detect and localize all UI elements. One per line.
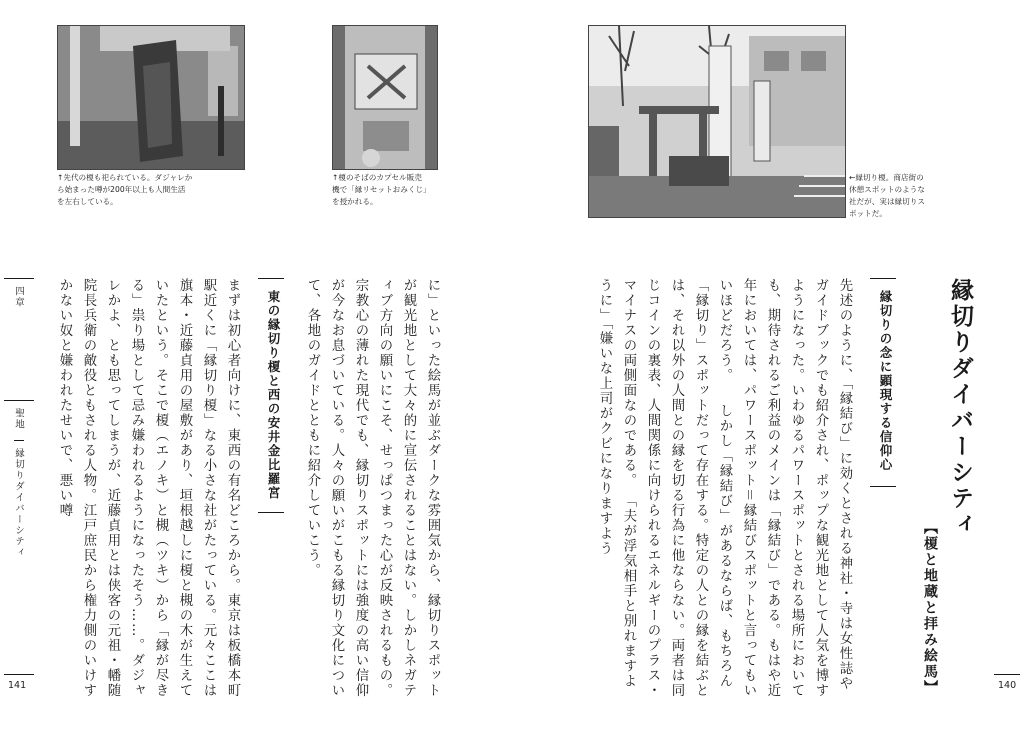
body-text-intro-continued: に」といった絵馬が並ぶダークな雰囲気から、縁切りスポットが観光地として大々的に宣伝されることはない。しかしネガティブ方向の願いにこそ、せっぱつまった心が反映されるもの。宗教心の薄れた現代でも、縁切りスポットには強度の高い信仰が今なお息づいている。人々の願いがこもる縁切り文化について、各地のガイドとともに紹介していこう。	[305, 278, 440, 698]
sidebar-section: 聖地	[13, 408, 24, 430]
page-number-rule-right	[994, 674, 1020, 675]
sidebar-rule-bottom	[4, 674, 34, 675]
article-subtitle: 【榎と地蔵と拝み絵馬】	[922, 520, 938, 696]
photo-caption-shrine: ←縁切り榎。商店街の 休憩スポットのような 社だが、実は縁切りス ポットだ。	[849, 173, 925, 218]
body-text-enmusubi-enkiri: 先述のように、「縁結び」に効くとされる神社・寺は女性誌やガイドブックでも紹介され、ポップな観光地として人気を博すようになった。いわゆるパワースポットとされる場所においても、期待されるご利益のメインは「縁結び」である。もはや近年においては、パワースポット＝縁結びスポットと言ってもいいほどだろう。 しかし「縁結び」があるならば、もちろん「縁切り」スポットだって存在する。特定の人との縁を結ぶとは、それ以外の人間との縁を切る行為に他ならない。両者は同じコインの裏表、人間関係に向けられるエネルギーのプラス・マイナスの両側面なのである。 「夫が浮気相手と別れますように」「嫌いな上司がクビになりますよう	[597, 278, 852, 698]
photo-caption-capsule: ↑榎のそばのカプセル販売 機で「縁リセットおみくじ」 を授かれる。	[332, 173, 431, 206]
section-heading-east-west: 東の縁切り榎と西の安井金比羅宮	[266, 290, 281, 500]
section-heading-faith: 縁切りの念に顕現する信仰心	[878, 290, 893, 472]
photo-capsule-machine	[332, 25, 438, 170]
body-text-east-west: まずは初心者向けに、東西の有名どころから。東京は板橋本町駅近くに「縁切り榎」なる小さな社がたっている。元々ここは旗本・近藤貞用の屋敷があり、垣根越しに榎と槻の木が生えていたという。そこで榎（エノキ）と槻（ツキ）から「縁が尽きる」祟り場として忌み嫌われるようになったそう……。ダジャレかよ、とも思ってしまうが、近藤貞用とは侠客の元祖・幡随院長兵衛の敵役ともされる人物。江戸庶民から権力側のいけすかない奴と嫌われたせいで、悪い噂	[57, 278, 240, 698]
photo-jizo-stone	[57, 25, 245, 170]
page-number-right: 140	[998, 680, 1017, 691]
sidebar-article-title: 縁切りダイバーシティ	[13, 448, 24, 558]
sidebar-chapter: 四章	[13, 286, 24, 308]
heading-rule-bottom-left	[258, 512, 284, 513]
photo-caption-jizo: ↑先代の榎も祀られている。ダジャレか ら始まった噂が200年以上も人間生活 を左右している。	[57, 173, 193, 206]
sidebar-rule-mid	[4, 400, 34, 401]
sidebar-rule-sep	[14, 440, 24, 441]
photo-enkiri-enoki-shrine	[588, 25, 846, 218]
heading-rule-bottom-right	[870, 486, 896, 487]
sidebar-rule-top	[4, 278, 34, 279]
heading-rule-top-right	[870, 278, 896, 279]
article-title: 縁切りダイバーシティ	[947, 278, 973, 538]
heading-rule-top-left	[258, 278, 284, 279]
page-number-left: 141	[8, 680, 27, 691]
